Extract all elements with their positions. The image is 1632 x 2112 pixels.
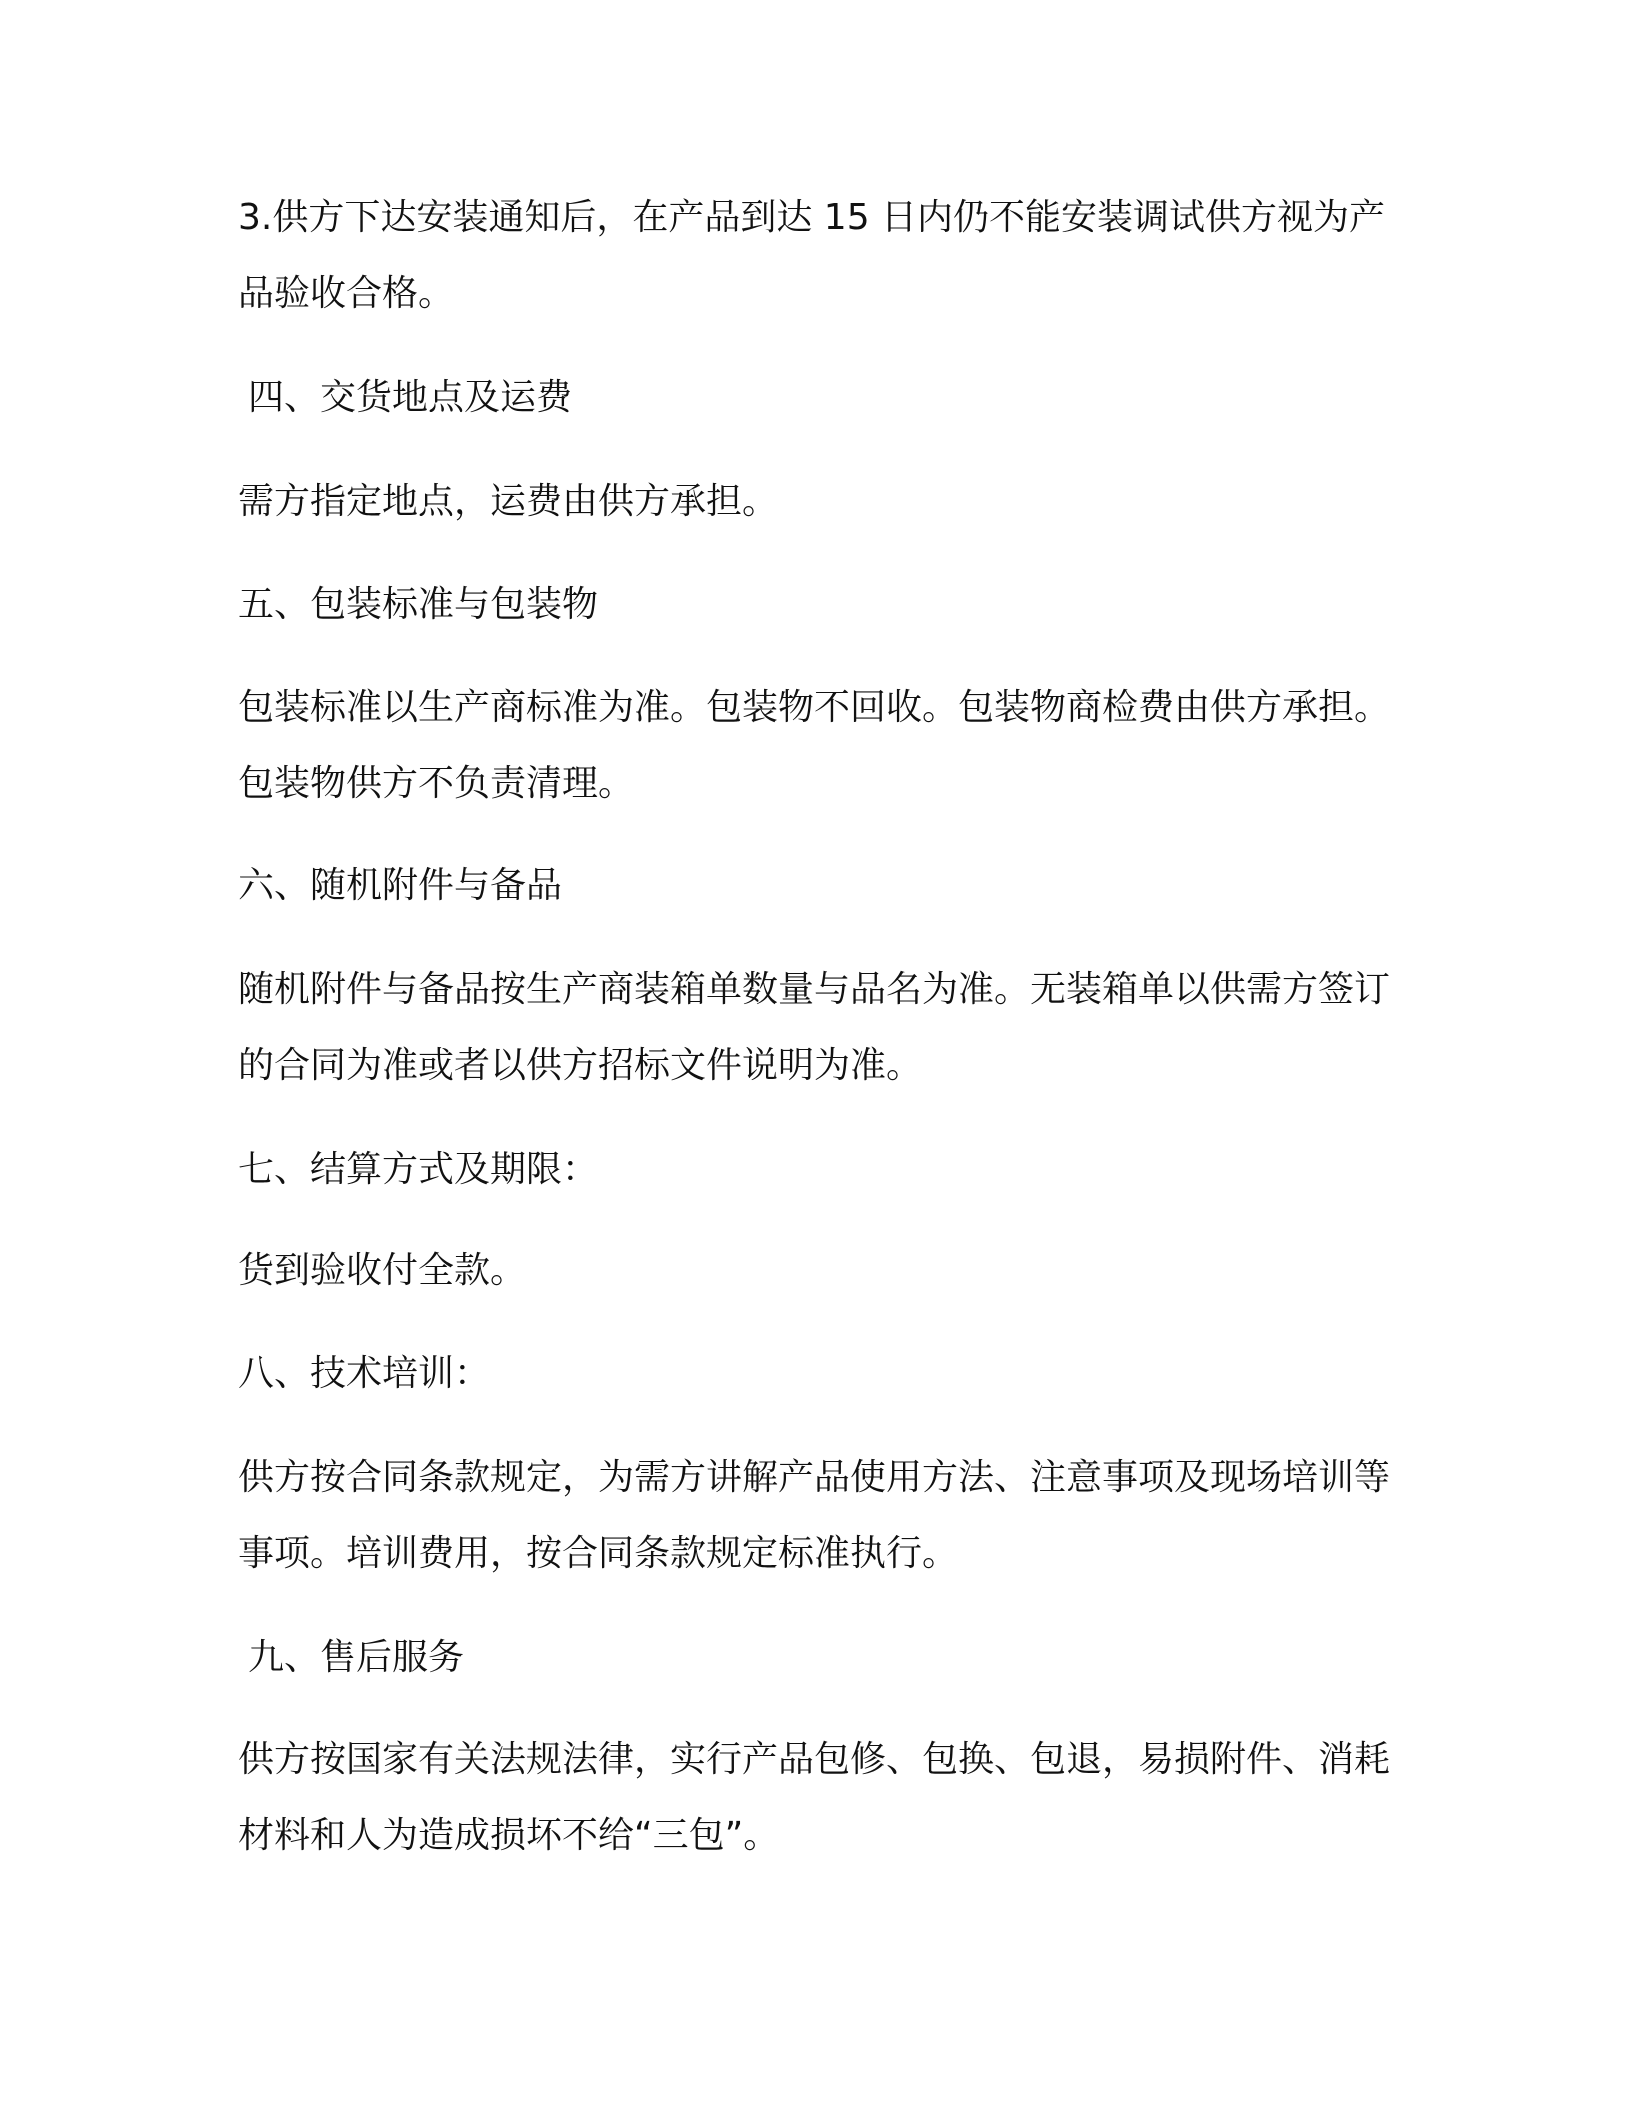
section-heading-after-sales: 九、售后服务 — [248, 1637, 465, 1678]
paragraph-settlement: 货到验收付全款。 — [238, 1250, 527, 1291]
section-heading-packaging: 五、包装标准与包装物 — [238, 584, 599, 625]
paragraph-install-notice: 3.供方下达安装通知后，在产品到达 15 日内仍不能安装调试供方视为产品验收合格。 — [238, 197, 1386, 314]
section-heading-accessories: 六、随机附件与备品 — [238, 865, 563, 906]
paragraph-packaging: 包装标准以生产商标准为准。包装物不回收。包装物商检费由供方承担。包装物供方不负责清理。 — [238, 687, 1391, 804]
section-heading-training: 八、技术培训： — [238, 1353, 491, 1394]
paragraph-after-sales: 供方按国家有关法规法律，实行产品包修、包换、包退，易损附件、消耗材料和人为造成损坏不给“三包”。 — [238, 1739, 1391, 1856]
section-heading-settlement: 七、结算方式及期限： — [238, 1149, 599, 1190]
paragraph-training: 供方按合同条款规定，为需方讲解产品使用方法、注意事项及现场培训等事项。培训费用，按合同条款规定标准执行。 — [238, 1457, 1391, 1574]
paragraph-accessories: 随机附件与备品按生产商装箱单数量与品名为准。无装箱单以供需方签订的合同为准或者以供方招标文件说明为准。 — [238, 969, 1391, 1086]
paragraph-delivery: 需方指定地点，运费由供方承担。 — [238, 481, 779, 522]
section-heading-delivery: 四、交货地点及运费 — [248, 377, 573, 418]
